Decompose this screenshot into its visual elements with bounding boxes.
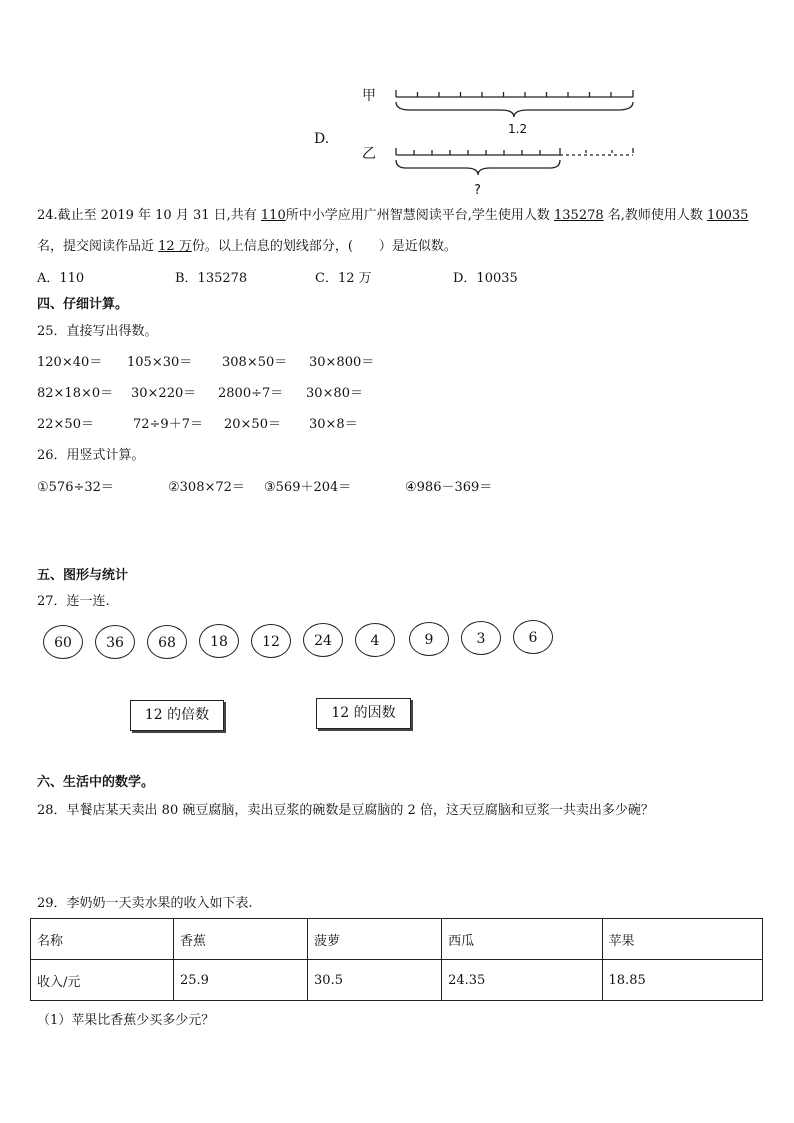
table-cell: 收入/元 <box>31 960 174 1001</box>
q24-text2: 所中小学应用广州智慧阅读平台,学生使用人数 <box>285 208 554 223</box>
q25-r1-1: 120×40＝ <box>37 355 103 370</box>
q25-r1-2: 105×30＝ <box>127 355 193 370</box>
q25-title: 25．直接写出得数。 <box>37 324 158 339</box>
q24-students: 135278 <box>554 208 604 223</box>
number-circle-36[interactable]: 36 <box>95 625 135 659</box>
table-header-row <box>31 919 763 960</box>
q24-works: 12 万 <box>158 239 192 254</box>
q25-r3-1: 22×50＝ <box>37 417 94 432</box>
q24-line2-prefix: 名，提交阅读作品近 <box>37 239 159 254</box>
table-cell: 18.85 <box>602 960 762 1001</box>
q26-item-2: ②308×72＝ <box>168 480 245 495</box>
q24-line2 <box>37 239 457 255</box>
q24-line2-suffix: 份。以上信息的划线部分，( ）是近似数。 <box>191 239 457 254</box>
box-multiples-of-12[interactable]: 12 的倍数 <box>130 700 224 731</box>
q27-title: 27．连一连. <box>37 594 110 609</box>
q25-r2-3: 2800÷7＝ <box>218 386 284 401</box>
q24-prefix: 24.截止至 2019 年 10 月 31 日,共有 <box>37 208 261 223</box>
number-circle-60[interactable]: 60 <box>43 625 83 659</box>
q25-r3-3: 20×50＝ <box>224 417 281 432</box>
q26-item-4: ④986－369＝ <box>405 480 493 495</box>
q24-line1 <box>37 208 748 224</box>
q25-r3-4: 30×8＝ <box>309 417 358 432</box>
q26-item-1: ①576÷32＝ <box>37 480 114 495</box>
table-cell: 25.9 <box>174 960 308 1001</box>
number-circle-12[interactable]: 12 <box>251 624 291 658</box>
q24-schools: 110 <box>260 208 286 223</box>
table-cell: 香蕉 <box>174 919 308 960</box>
jia-label: 甲 <box>362 88 376 104</box>
jia-value: 1.2 <box>508 122 528 136</box>
q29-sub1: （1）苹果比香蕉少买多少元？ <box>37 1013 215 1028</box>
q25-r2-2: 30×220＝ <box>131 386 197 401</box>
jia-line <box>396 90 633 117</box>
segment-diagram <box>380 80 650 195</box>
q24-option-b: B．135278 <box>175 271 248 286</box>
q24-option-c: C．12 万 <box>315 271 372 286</box>
yi-value: ? <box>474 183 481 198</box>
q24-option-d: D．10035 <box>453 271 518 286</box>
number-circle-68[interactable]: 68 <box>147 625 187 659</box>
fruit-income-table <box>30 918 763 1001</box>
q29-text: 29．李奶奶一天卖水果的收入如下表. <box>37 896 253 911</box>
q24-teachers: 10035 <box>707 208 749 223</box>
section4-title: 四、仔细计算。 <box>37 297 129 312</box>
option-d-label: D. <box>314 131 330 147</box>
table-cell: 名称 <box>31 919 174 960</box>
number-circle-4[interactable]: 4 <box>355 623 395 657</box>
table-cell: 西瓜 <box>442 919 602 960</box>
table-cell: 菠萝 <box>308 919 442 960</box>
q25-r1-4: 30×800＝ <box>309 355 375 370</box>
table-cell: 24.35 <box>442 960 602 1001</box>
table-row <box>31 960 763 1001</box>
number-circle-9[interactable]: 9 <box>409 622 449 656</box>
number-circle-6[interactable]: 6 <box>513 620 553 654</box>
q25-r3-2: 72÷9＋7＝ <box>133 417 203 432</box>
q25-r1-3: 308×50＝ <box>222 355 288 370</box>
q28-text: 28．早餐店某天卖出 80 碗豆腐脑，卖出豆浆的碗数是豆腐脑的 2 倍，这天豆腐脑和豆浆一共卖出多少碗？ <box>37 803 654 818</box>
q25-r2-1: 82×18×0＝ <box>37 386 114 401</box>
box-factors-of-12[interactable]: 12 的因数 <box>316 698 411 729</box>
number-circle-24[interactable]: 24 <box>303 623 343 657</box>
section5-title: 五、图形与统计 <box>37 568 129 583</box>
q25-r2-4: 30×80＝ <box>306 386 363 401</box>
q24-option-a: A．110 <box>37 271 85 286</box>
q26-title: 26．用竖式计算。 <box>37 448 145 463</box>
number-circle-18[interactable]: 18 <box>199 624 239 658</box>
yi-line <box>396 148 633 175</box>
table-cell: 苹果 <box>602 919 762 960</box>
section6-title: 六、生活中的数学。 <box>37 775 155 790</box>
table-cell: 30.5 <box>308 960 442 1001</box>
yi-label: 乙 <box>362 146 376 162</box>
number-circle-3[interactable]: 3 <box>461 621 501 655</box>
q26-item-3: ③569＋204＝ <box>264 480 352 495</box>
q24-text3: 名,教师使用人数 <box>603 208 708 223</box>
